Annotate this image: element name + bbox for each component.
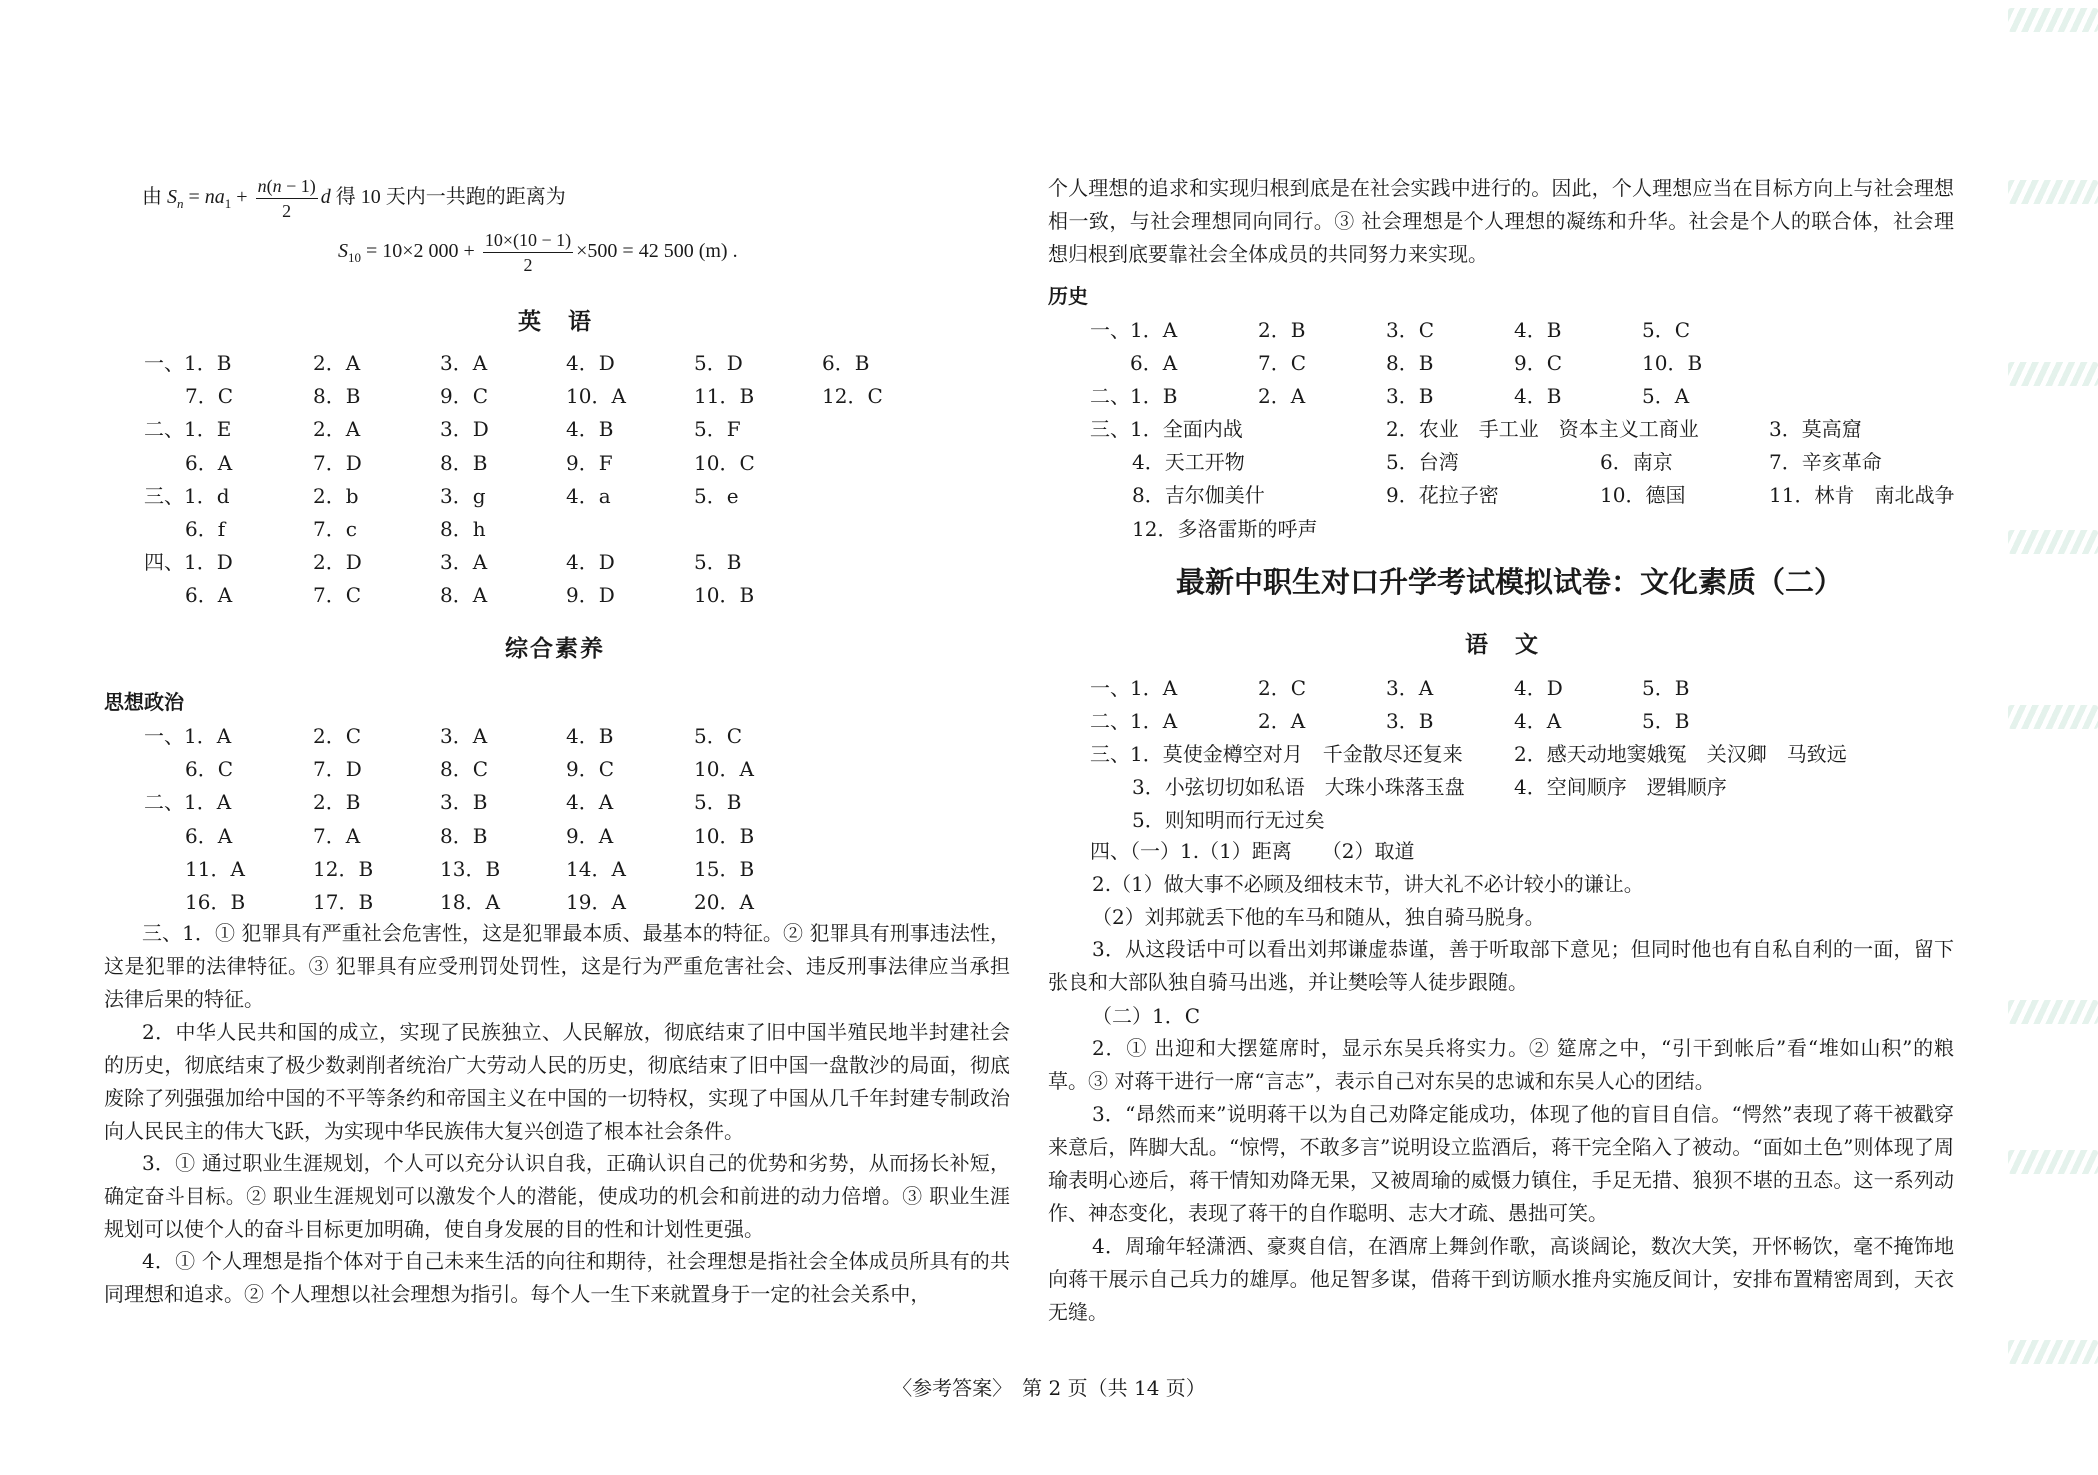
answer-item: 3．A xyxy=(440,351,488,375)
answer-item: 2．C xyxy=(1258,676,1307,700)
answer-item: 13．B xyxy=(440,856,501,881)
answer-item: 8．B xyxy=(1386,351,1434,376)
answer-item: 18．A xyxy=(440,890,500,914)
answer-item: 4．D xyxy=(566,351,615,375)
answer-item: 16．B xyxy=(185,890,246,914)
exam2-title: 最新中职生对口升学考试模拟试卷：文化素质（二） xyxy=(1176,565,1844,599)
answer-item: 2．A xyxy=(313,351,361,375)
answer-item: 三、1．d xyxy=(144,483,230,508)
answer-item: 8．B xyxy=(313,384,361,409)
answer-item: 5．A xyxy=(1642,384,1690,409)
answer-item: 3．B xyxy=(440,790,488,815)
decorative-stripe xyxy=(2008,705,2098,729)
english-title: 英 语 xyxy=(518,308,593,335)
chinese-s4-5: （二）1．C xyxy=(1092,1004,1201,1028)
answer-item: 8．h xyxy=(440,517,486,541)
chinese-s4-6: 2．① 出迎和大摆筵席时，显示东吴兵将实力。② 筵席之中，“引干到帐后”看“堆如山积”的粮草。③ 对蒋干进行一席“言志”，表示自己对东吴的忠诚和东吴人心的团结。 xyxy=(1048,1036,1954,1093)
answer-item: 四、1．D xyxy=(144,550,233,575)
answer-item: 6．A xyxy=(1130,351,1178,376)
answer-item: 三、1．全面内战 xyxy=(1090,417,1243,441)
answer-item: 4．D xyxy=(566,550,615,575)
answer-item: 9．A xyxy=(566,823,614,848)
answer-item: 3．B xyxy=(1386,384,1434,409)
decorative-stripe xyxy=(2008,1340,2098,1364)
chinese-s4-8: 4．周瑜年轻潇洒、豪爽自信，在酒席上舞剑作歌，高谈阔论，数次大笑，开怀畅饮，毫不掩饰地向蒋干展示自己兵力的雄厚。他足智多谋，借蒋干到访顺水推舟实施反间计，安排布置精密周到，天衣无缝。 xyxy=(1048,1234,1954,1324)
answer-item: 8．吉尔伽美什 xyxy=(1132,483,1265,508)
answer-item: 12．多洛雷斯的呼声 xyxy=(1132,516,1318,541)
answer-item: 7．C xyxy=(313,583,362,608)
answer-item: 3．A xyxy=(440,550,488,575)
answer-item: 4．空间顺序 逻辑顺序 xyxy=(1514,775,1727,800)
answer-item: 4．a xyxy=(566,483,611,508)
answer-item: 2．感天动地窦娥冤 关汉卿 马致远 xyxy=(1514,742,1847,766)
answer-item: 一、1．A xyxy=(1090,318,1178,342)
answer-item: 2．D xyxy=(313,550,362,575)
answer-item: 一、1．B xyxy=(144,351,232,375)
answer-item: 9．C xyxy=(566,757,615,782)
politics-label: 思想政治 xyxy=(104,690,184,714)
politics-answer-4-cont: 个人理想的追求和实现归根到底是在社会实践中进行的。因此，个人理想应当在目标方向上与社会理想相一致，与社会理想同向同行。③ 社会理想是个人理想的凝练和升华。社会是个人的联合体，社会理想归根到底要靠社会全体成员的共同努力来实现。 xyxy=(1048,176,1954,266)
answer-item: 4．天工开物 xyxy=(1132,450,1245,475)
answer-item: 4．B xyxy=(566,417,614,442)
answer-item: 2．A xyxy=(1258,384,1306,409)
answer-item: 20．A xyxy=(694,890,754,914)
answer-item: 8．C xyxy=(440,757,489,782)
answer-item: 10．B xyxy=(694,823,755,848)
decorative-stripe xyxy=(2008,362,2098,386)
answer-item: 6．A xyxy=(185,450,233,475)
answer-item: 4．A xyxy=(1514,709,1562,734)
answer-item: 4．D xyxy=(1514,676,1563,700)
chinese-s4-4: 3．从这段话中可以看出刘邦谦虚恭谨，善于听取部下意见；但同时他也有自私自利的一面，留下张良和大部队独自骑马出逃，并让樊哙等人徒步跟随。 xyxy=(1048,937,1954,994)
answer-item: 9．C xyxy=(1514,351,1563,376)
answer-item: 7．C xyxy=(1258,351,1307,376)
answer-item: 8．B xyxy=(440,823,488,848)
answer-item: 3．莫高窟 xyxy=(1769,417,1862,441)
answer-item: 2．C xyxy=(313,724,362,748)
answer-item: 6．C xyxy=(185,757,234,782)
answer-item: 5．台湾 xyxy=(1386,450,1459,475)
answer-item: 15．B xyxy=(694,856,755,881)
answer-item: 2．A xyxy=(1258,709,1306,734)
answer-item: 7．C xyxy=(185,384,234,409)
answer-item: 6．A xyxy=(185,823,233,848)
politics-answer-3: 3．① 通过职业生涯规划，个人可以充分认识自我，正确认识自己的优势和劣势，从而扬长补短，确定奋斗目标。② 职业生涯规划可以激发个人的潜能，使成功的机会和前进的动力倍增。③ 职业生涯规划可以使个人的奋斗目标更加明确，使自身发展的目的性和计划性更强。 xyxy=(104,1151,1010,1241)
answer-item: 5．e xyxy=(694,483,739,508)
chinese-s4-2: 2.（1）做大事不必顾及细枝末节，讲大礼不必计较小的谦让。 xyxy=(1092,872,1644,896)
answer-item: 10．B xyxy=(694,583,755,608)
answer-item: 14．A xyxy=(566,856,626,881)
answer-item: 2．农业 手工业 资本主义工商业 xyxy=(1386,417,1699,441)
answer-item: 10．德国 xyxy=(1600,483,1686,508)
answer-item: 2．A xyxy=(313,417,361,442)
answer-item: 2．B xyxy=(313,790,361,815)
answer-item: 3．A xyxy=(440,724,488,748)
formula-calc: $S_{10} = 10\times 2$ 000 + $\frac{10\times(10 - 1)}{2}$ ×500 = 42 500 (m) . xyxy=(338,230,738,275)
answer-item: 5．B xyxy=(1642,709,1690,734)
chinese-s4-1: 四、（一）1.（1）距离 （2）取道 xyxy=(1090,839,1415,863)
answer-item: 9．F xyxy=(566,450,613,475)
answer-item: 7．A xyxy=(313,823,361,848)
chinese-s4-7: 3．“昂然而来”说明蒋干以为自己劝降定能成功，体现了他的盲目自信。“愕然”表现了蒋干被戳穿来意后，阵脚大乱。“惊愕，不敢多言”说明设立监酒后，蒋干完全陷入了被动。“面如土色”则体现了周瑜表明心迹后，蒋干情知劝降无果，又被周瑜的威慑力镇住，手足无措、狼狈不堪的丑态。这一系列动作、神态变化，表现了蒋干的自作聪明、志大才疏、愚拙可笑。 xyxy=(1048,1102,1954,1225)
answer-item: 8．A xyxy=(440,583,488,608)
answer-item: 二、1．A xyxy=(144,790,232,815)
answer-item: 10．A xyxy=(694,757,754,782)
answer-item: 5．C xyxy=(1642,318,1691,342)
politics-answer-4: 4．① 个人理想是指个体对于自己未来生活的向往和期待，社会理想是指社会全体成员所具有的共同理想和追求。② 个人理想以社会理想为指引。每个人一生下来就置身于一定的社会关系中， xyxy=(104,1249,1010,1306)
decorative-stripe xyxy=(2008,530,2098,554)
answer-item: 2．B xyxy=(1258,318,1306,342)
answer-item: 5．B xyxy=(694,550,742,575)
chinese-title: 语 文 xyxy=(1465,631,1540,658)
answer-item: 7．D xyxy=(313,450,362,475)
answer-item: 二、1．E xyxy=(144,417,232,442)
answer-item: 10．C xyxy=(694,450,755,475)
history-label: 历史 xyxy=(1048,284,1088,308)
answer-item: 9．花拉子密 xyxy=(1386,483,1499,508)
answer-item: 9．D xyxy=(566,583,615,608)
answer-item: 5．D xyxy=(694,351,743,375)
answer-item: 9．C xyxy=(440,384,489,409)
answer-item: 4．B xyxy=(1514,384,1562,409)
answer-item: 5．F xyxy=(694,417,741,442)
chinese-s4-3: （2）刘邦就丢下他的车马和随从，独自骑马脱身。 xyxy=(1092,905,1545,929)
answer-item: 17．B xyxy=(313,890,374,914)
answer-item: 5．B xyxy=(1642,676,1690,700)
answer-item: 3．D xyxy=(440,417,489,442)
answer-item: 3．A xyxy=(1386,676,1434,700)
answer-item: 5．则知明而行无过矣 xyxy=(1132,808,1325,833)
answer-item: 6．f xyxy=(185,517,226,541)
decorative-stripe xyxy=(2008,1150,2098,1174)
page-footer: 〈参考答案〉 第 2 页（共 14 页） xyxy=(892,1376,1206,1400)
formula-intro: 由 $S_n = na_1$ + $\frac{n(n - 1)}{2}$ d 得 10 天内一共跑的距离为 xyxy=(142,176,566,221)
answer-item: 10．B xyxy=(1642,351,1703,376)
decorative-stripe xyxy=(2008,8,2098,32)
answer-item: 6．南京 xyxy=(1600,450,1673,475)
answer-item: 3．小弦切切如私语 大珠小珠落玉盘 xyxy=(1132,775,1465,800)
answer-item: 11．B xyxy=(694,384,755,409)
answer-item: 7．D xyxy=(313,757,362,782)
politics-answer-2: 2．中华人民共和国的成立，实现了民族独立、人民解放，彻底结束了旧中国半殖民地半封建社会的历史，彻底结束了极少数剥削者统治广大劳动人民的历史，彻底结束了旧中国一盘散沙的局面，彻底废除了列强强加给中国的不平等条约和帝国主义在中国的一切特权，实现了中国从几千年封建专制政治向人民民主的伟大飞跃，为实现中华民族伟大复兴创造了根本社会条件。 xyxy=(104,1020,1010,1143)
answer-item: 10．A xyxy=(566,384,626,409)
answer-item: 5．C xyxy=(694,724,743,748)
politics-answer-1: 三、1．① 犯罪具有严重社会危害性，这是犯罪最本质、最基本的特征。② 犯罪具有刑事违法性，这是犯罪的法律特征。③ 犯罪具有应受刑罚处罚性，这是行为严重危害社会、违反刑事法律应当承担法律后果的特征。 xyxy=(104,921,1010,1011)
answer-item: 19．A xyxy=(566,890,626,914)
answer-item: 12．C xyxy=(822,384,883,409)
answer-item: 7．辛亥革命 xyxy=(1769,450,1882,475)
answer-item: 3．g xyxy=(440,483,486,508)
answer-item: 7．c xyxy=(313,517,357,541)
answer-item: 8．B xyxy=(440,450,488,475)
comprehensive-title: 综合素养 xyxy=(505,635,605,662)
answer-item: 2．b xyxy=(313,483,359,508)
answer-item: 3．C xyxy=(1386,318,1435,342)
answer-item: 4．A xyxy=(566,790,614,815)
answer-item: 一、1．A xyxy=(144,724,232,748)
answer-item: 二、1．A xyxy=(1090,709,1178,734)
answer-item: 3．B xyxy=(1386,709,1434,734)
answer-item: 三、1．莫使金樽空对月 千金散尽还复来 xyxy=(1090,742,1463,766)
answer-item: 4．B xyxy=(1514,318,1562,342)
answer-item: 12．B xyxy=(313,856,374,881)
answer-item: 6．A xyxy=(185,583,233,608)
answer-item: 5．B xyxy=(694,790,742,815)
answer-item: 6．B xyxy=(822,351,870,375)
answer-item: 二、1．B xyxy=(1090,384,1178,409)
answer-item: 4．B xyxy=(566,724,614,748)
decorative-stripe xyxy=(2008,1000,2098,1024)
decorative-stripe xyxy=(2008,180,2098,204)
answer-item: 一、1．A xyxy=(1090,676,1178,700)
answer-item: 11．林肯 南北战争 xyxy=(1769,483,1955,508)
answer-item: 11．A xyxy=(185,856,245,881)
